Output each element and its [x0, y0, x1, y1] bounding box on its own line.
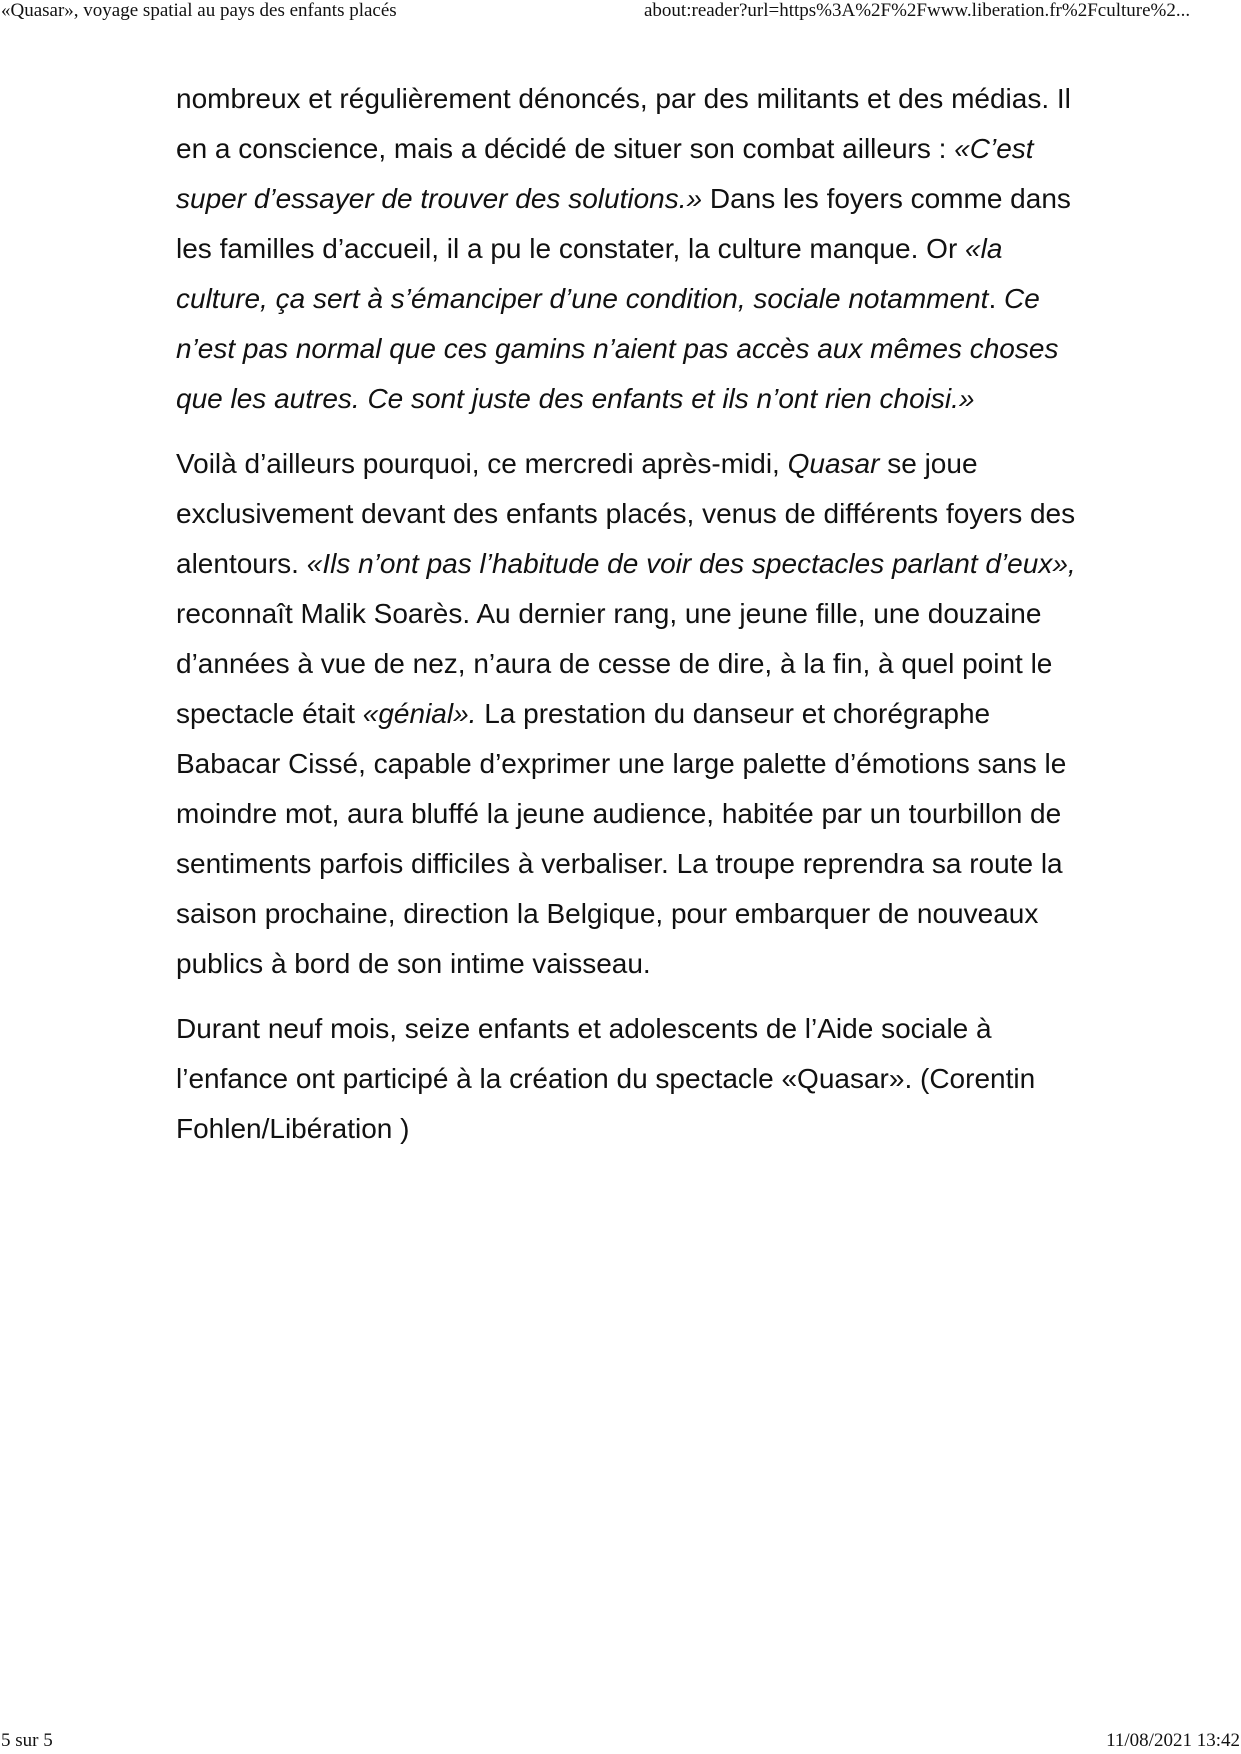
- quote: «génial».: [362, 698, 477, 729]
- print-footer: [0, 1730, 1241, 1754]
- page-url: about:reader?url=https%3A%2F%2Fwww.liberation.fr%2Fculture%2...: [644, 0, 1191, 21]
- text-run: nombreux et régulièrement dénoncés, par des militants et des médias. Il en a conscience, mais a décidé de situer son combat ailleurs :: [176, 83, 1071, 164]
- quote: «Ils n’ont pas l’habitude de voir des spectacles parlant d’eux»,: [306, 548, 1076, 579]
- print-header: [0, 0, 1241, 24]
- text-run: La prestation du danseur et chorégraphe Babacar Cissé, capable d’exprimer une large palette d’émotions sans le moindre mot, aura bluffé la jeune audience, habitée par un tourbillon de sentiments parfois difficiles à verbaliser. La troupe reprendra sa route la saison prochaine, direction la Belgique, pour embarquer de nouveaux publics à bord de son intime vaisseau.: [176, 698, 1067, 979]
- text-run: .: [988, 283, 1004, 314]
- text-run: reconnaît Malik Soarès. Au dernier rang, une jeune fille, une douzaine d’années à vue de nez, n’aura de cesse de dire, à la fin, à quel point le spectacle était: [176, 598, 1053, 729]
- text-run: Dans les foyers comme dans les familles d’accueil, il a pu le constater, la culture manque. Or: [176, 183, 1071, 264]
- text-run: Voilà d’ailleurs pourquoi, ce mercredi après-midi,: [176, 448, 788, 479]
- page-title: «Quasar», voyage spatial au pays des enfants placés: [1, 0, 397, 21]
- quote: Ce n’est pas normal que ces gamins n’aient pas accès aux mêmes choses que les autres. Ce sont juste des enfants et ils n’ont rien choisi.»: [176, 283, 1059, 414]
- photo-caption: Durant neuf mois, seize enfants et adolescents de l’Aide sociale à l’enfance ont participé à la création du spectacle «Quasar». (Corentin Fohlen/Libération ): [176, 1013, 1036, 1144]
- print-datetime: 11/08/2021 13:42: [1106, 1730, 1240, 1751]
- quote: «la culture, ça sert à s’émanciper d’une condition, sociale notamment: [176, 233, 1003, 314]
- quote: «C’est super d’essayer de trouver des solutions.»: [176, 133, 1034, 214]
- show-title: Quasar: [787, 448, 880, 479]
- article-paragraph: [176, 439, 1076, 989]
- text-run: se joue exclusivement devant des enfants placés, venus de différents foyers des alentours.: [176, 448, 1076, 579]
- page-number: 5 sur 5: [1, 1730, 53, 1751]
- article-body: [176, 74, 1076, 1169]
- article-paragraph: [176, 74, 1076, 424]
